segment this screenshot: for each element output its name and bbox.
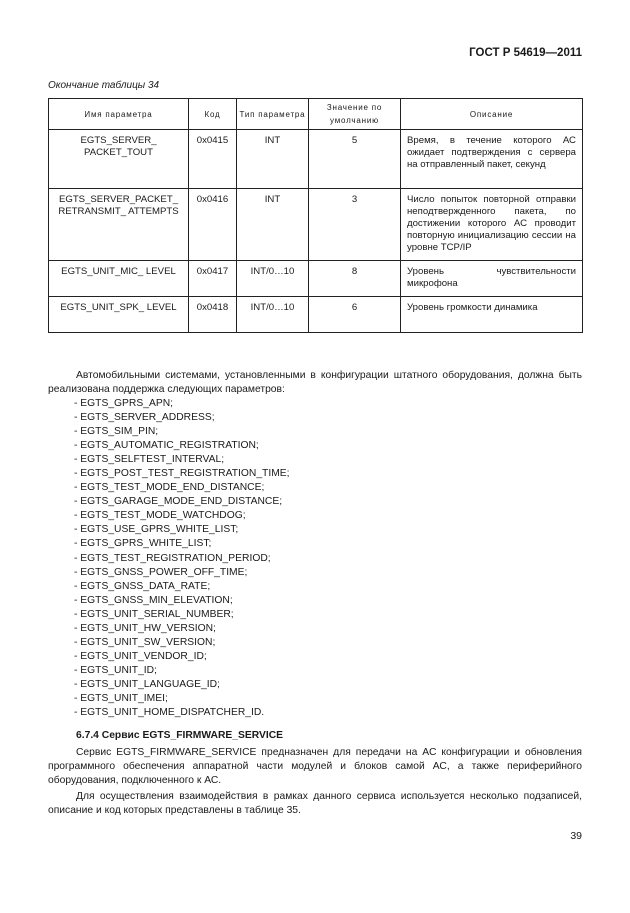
cell-default: 6: [309, 297, 401, 333]
cell-type: INT/0…10: [237, 297, 309, 333]
column-header-code: Код: [189, 99, 237, 130]
table-row: [49, 189, 583, 261]
cell-code: 0x0417: [189, 261, 237, 297]
list-item: - EGTS_GNSS_POWER_OFF_TIME;: [74, 566, 248, 578]
list-item: - EGTS_GNSS_DATA_RATE;: [74, 580, 211, 592]
cell-type: INT/0…10: [237, 261, 309, 297]
table-row: [49, 130, 583, 189]
cell-default: 3: [309, 189, 401, 261]
list-item: - EGTS_GNSS_MIN_ELEVATION;: [74, 594, 233, 606]
list-item: - EGTS_GPRS_APN;: [74, 398, 173, 409]
page-number: 39: [570, 830, 582, 842]
cell-description: Уровень громкости динамика: [401, 297, 583, 333]
list-item: - EGTS_UNIT_IMEI;: [74, 692, 168, 704]
table-caption: Окончание таблицы 34: [48, 80, 160, 91]
list-item: - EGTS_SELFTEST_INTERVAL;: [74, 454, 225, 466]
list-item: - EGTS_UNIT_LANGUAGE_ID;: [74, 678, 220, 690]
column-header-default: Значение по умолчанию: [309, 99, 401, 130]
list-item: - EGTS_UNIT_HOME_DISPATCHER_ID.: [74, 707, 265, 719]
column-header-type: Тип параметра: [237, 99, 309, 130]
list-item: - EGTS_TEST_MODE_END_DISTANCE;: [74, 482, 265, 494]
list-item: - EGTS_UNIT_VENDOR_ID;: [74, 650, 207, 662]
parameter-list: [74, 397, 290, 720]
list-item: - EGTS_UNIT_SERIAL_NUMBER;: [74, 608, 234, 620]
service-paragraph: Сервис EGTS_FIRMWARE_SERVICE предназначен для передачи на АС конфигурации и обновления программного обеспечения аппаратной части модулей и блоков самой АС, а также периферийного оборудования, подключенного к АС.: [48, 747, 582, 786]
cell-type: INT: [237, 130, 309, 189]
cell-name: EGTS_SERVER_ PACKET_TOUT: [49, 130, 189, 189]
cell-default: 8: [309, 261, 401, 297]
table-header-row: [49, 99, 583, 130]
cell-code: 0x0418: [189, 297, 237, 333]
list-item: - EGTS_AUTOMATIC_REGISTRATION;: [74, 440, 259, 452]
standard-number: ГОСТ Р 54619—2011: [469, 47, 582, 59]
list-item: - EGTS_TEST_MODE_WATCHDOG;: [74, 510, 246, 522]
cell-code: 0x0415: [189, 130, 237, 189]
list-item: - EGTS_USE_GPRS_WHITE_LIST;: [74, 524, 239, 536]
cell-code: 0x0416: [189, 189, 237, 261]
intro-paragraph: Автомобильными системами, установленными в конфигурации штатного оборудования, должна быть реализована поддержка следующих параметров:: [48, 370, 582, 395]
list-item: - EGTS_GPRS_WHITE_LIST;: [74, 538, 212, 550]
column-header-description: Описание: [401, 99, 583, 130]
cell-description: Время, в течение которого АС ожидает подтверждения с сервера на отправленный пакет, секунд: [401, 130, 583, 189]
cell-type: INT: [237, 189, 309, 261]
cell-name: EGTS_UNIT_SPK_ LEVEL: [49, 297, 189, 333]
list-item: - EGTS_UNIT_SW_VERSION;: [74, 636, 216, 648]
interaction-paragraph: Для осуществления взаимодействия в рамках данного сервиса используется несколько подзаписей, описание и код которых представлены в таблице 35.: [48, 791, 582, 816]
list-item: - EGTS_SERVER_ADDRESS;: [74, 412, 215, 424]
cell-default: 5: [309, 130, 401, 189]
cell-name: EGTS_SERVER_PACKET_ RETRANSMIT_ ATTEMPTS: [49, 189, 189, 261]
column-header-name: Имя параметра: [49, 99, 189, 130]
table-row: [49, 261, 583, 297]
parameters-table: [48, 98, 583, 333]
cell-description: Уровень чувствительности микрофона: [401, 261, 583, 297]
cell-description: Число попыток повторной отправки неподтвержденного пакета, по достижении которого АС проводит повторную инициализацию сессии на уровне TCP/IP: [401, 189, 583, 261]
section-heading: 6.7.4 Сервис EGTS_FIRMWARE_SERVICE: [76, 730, 284, 741]
list-item: - EGTS_TEST_REGISTRATION_PERIOD;: [74, 552, 271, 564]
cell-name: EGTS_UNIT_MIC_ LEVEL: [49, 261, 189, 297]
list-item: - EGTS_POST_TEST_REGISTRATION_TIME;: [74, 468, 290, 480]
list-item: - EGTS_SIM_PIN;: [74, 426, 159, 438]
list-item: - EGTS_UNIT_ID;: [74, 664, 157, 676]
list-item: - EGTS_UNIT_HW_VERSION;: [74, 622, 216, 634]
table-row: [49, 297, 583, 333]
list-item: - EGTS_GARAGE_MODE_END_DISTANCE;: [74, 496, 283, 508]
